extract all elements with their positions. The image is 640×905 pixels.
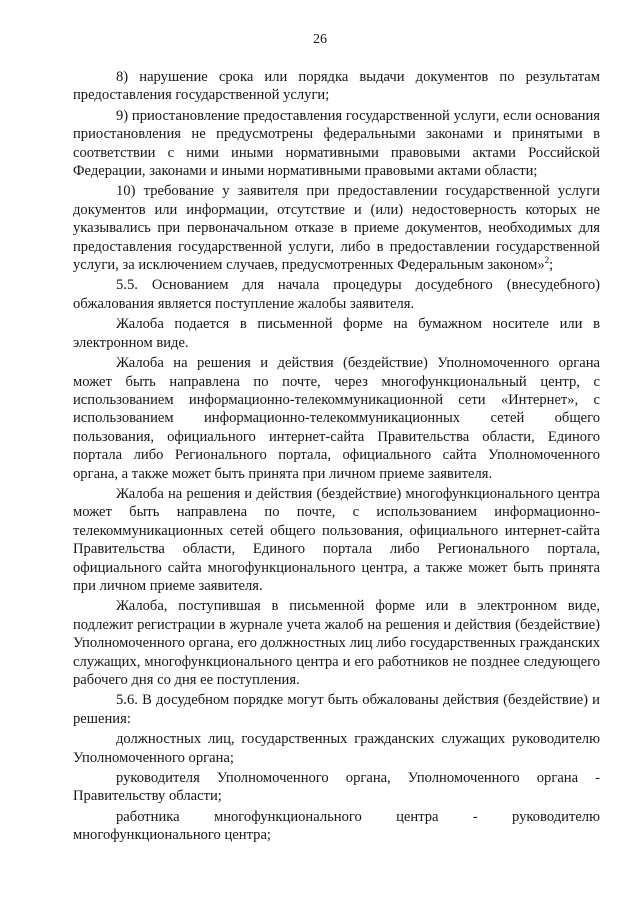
paragraph-item-9: 9) приостановление предоставления государственной услуги, если основания приостановления не предусмотрены федеральными законами и принятыми в соответствии с ними иными нормативными правовыми актами Российской Федерации, законами и иными нормативными правовыми актами области; xyxy=(73,107,600,180)
paragraph-complaint-authority: Жалоба на решения и действия (бездействие) Уполномоченного органа может быть направлена по почте, через многофункциональный центр, с использованием информационно-телекоммуникационной сети «Интернет», с использованием информационно-телекоммуникационных сетей общего пользования, официального интернет-сайта Правительства области, Единого портала либо Регионального портала, официального сайта Уполномоченного органа, а также может быть принята при личном приеме заявителя. xyxy=(73,355,600,482)
paragraph-complaint-registration: Жалоба, поступившая в письменной форме или в электронном виде, подлежит регистрации в журнале учета жалоб на решения и действия (бездействие) Уполномоченного органа, его должностных лиц либо государственных гражданских служащих, многофункционального центра и его работников не позднее следующего рабочего дня со дня ее поступления. xyxy=(73,598,600,688)
paragraph-5-6: 5.6. В досудебном порядке могут быть обжалованы действия (бездействие) и решения: xyxy=(73,692,600,727)
paragraph-5-5: 5.5. Основанием для начала процедуры досудебного (внесудебного) обжалования является поступление жалобы заявителя. xyxy=(73,277,600,312)
document-body xyxy=(73,68,600,847)
paragraph-complaint-mfc: Жалоба на решения и действия (бездействие) многофункционального центра может быть направлена по почте, с использованием информационно-телекоммуникационных сетей общего пользования, официального интернет-сайта Правительства области, Единого портала либо Регионального портала, официального сайта многофункционального центра, а также может быть принята при личном приеме заявителя. xyxy=(73,485,600,594)
paragraph-appeal-officials: должностных лиц, государственных гражданских служащих руководителю Уполномоченного органа; xyxy=(73,731,600,766)
page-number: 26 xyxy=(313,32,327,47)
paragraph-item-10-tail: ; xyxy=(549,257,554,274)
paragraph-complaint-form: Жалоба подается в письменной форме на бумажном носителе или в электронном виде. xyxy=(73,316,600,351)
paragraph-item-10-text: 10) требование у заявителя при предоставлении государственной услуги документов или информации, отсутствие и (или) недостоверность которых не указывались при первоначальном отказе в приеме документов, необходимых для предоставления государственной услуги, либо в предоставлении государственной услуги, за исключением случаев, предусмотренных Федеральным законом» xyxy=(73,183,600,274)
footnote-reference: 2 xyxy=(544,255,550,266)
paragraph-appeal-mfc-worker: работника многофункционального центра - руководителю многофункционального центра; xyxy=(73,808,600,844)
paragraph-appeal-head: руководителя Уполномоченного органа, Уполномоченного органа - Правительству области; xyxy=(73,770,600,805)
paragraph-item-10 xyxy=(73,182,600,274)
paragraph-item-8: 8) нарушение срока или порядка выдачи документов по результатам предоставления государственной услуги; xyxy=(73,69,600,104)
